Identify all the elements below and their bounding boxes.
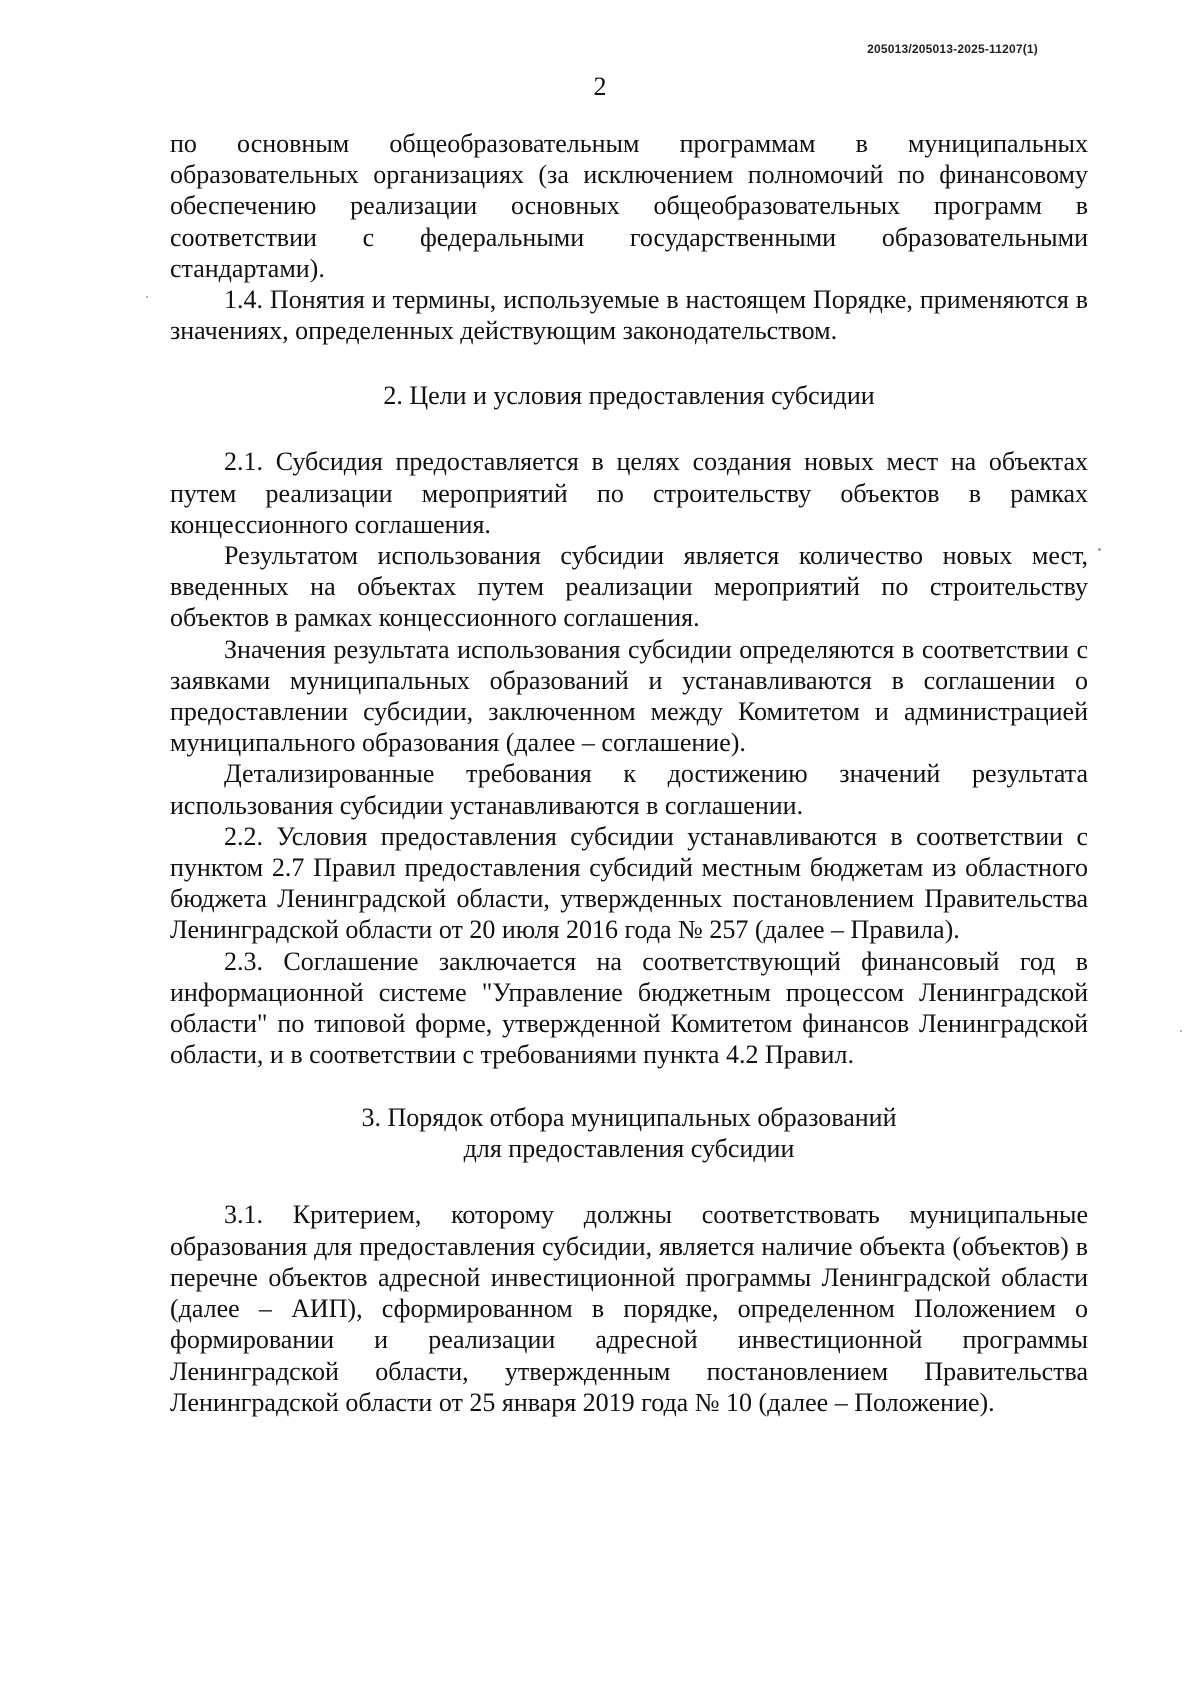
paragraph-result: Результатом использования субсидии является количество новых мест, введенных на объектах путем реализации мероприятий по строительству объектов в рамках концессионного соглашения. bbox=[170, 541, 1088, 633]
section-3-heading bbox=[170, 1102, 1088, 1164]
document-id: 205013/205013-2025-11207(1) bbox=[867, 42, 1038, 56]
section-3-heading-line-1: 3. Порядок отбора муниципальных образований bbox=[361, 1103, 897, 1133]
paragraph-result-values: Значения результата использования субсидии определяются в соответствии с заявками муниципальных образований и устанавливаются в соглашении о предоставлении субсидии, заключенном между Комитетом и администрацией муниципального образования (далее – соглашение). bbox=[170, 634, 1088, 758]
paragraph-3-1: 3.1. Критерием, которому должны соответствовать муниципальные образования для предоставления субсидии, является наличие объекта (объектов) в перечне объектов адресной инвестиционной программы Ленинградской области (далее – АИП), сформированном в порядке, определенном Положением о формировании и реализации адресной инвестиционной программы Ленинградской области, утвержденным постановлением Правительства Ленинградской области от 25 января 2019 года № 10 (далее – Положение). bbox=[170, 1200, 1088, 1417]
paragraph-2-1: 2.1. Субсидия предоставляется в целях создания новых мест на объектах путем реализации мероприятий по строительству объектов в рамках концессионного соглашения. bbox=[170, 447, 1088, 539]
scan-speck bbox=[1098, 548, 1101, 551]
scan-speck bbox=[146, 296, 148, 298]
scan-speck bbox=[1180, 1030, 1182, 1032]
paragraph-2-3: 2.3. Соглашение заключается на соответствующий финансовый год в информационной системе "Управление бюджетным процессом Ленинградской области" по типовой форме, утвержденной Комитетом финансов Ленинградской области, и в соответствии с требованиями пункта 4.2 Правил. bbox=[170, 946, 1088, 1070]
paragraph-2-2: 2.2. Условия предоставления субсидии устанавливаются в соответствии с пунктом 2.7 Правил предоставления субсидий местным бюджетам из областного бюджета Ленинградской области, утвержденных постановлением Правительства Ленинградской области от 20 июля 2016 года № 257 (далее – Правила). bbox=[170, 821, 1088, 945]
page-number: 2 bbox=[593, 72, 607, 101]
paragraph-continuation: по основным общеобразовательным программам в муниципальных образовательных организациях (за исключением полномочий по финансовому обеспечению реализации основных общеобразовательных программ в соответствии с федеральными государственными образовательными стандартами). bbox=[170, 129, 1088, 283]
paragraph-1-4: 1.4. Понятия и термины, используемые в настоящем Порядке, применяются в значениях, определенных действующим законодательством. bbox=[170, 285, 1088, 346]
section-2-heading: 2. Цели и условия предоставления субсидии bbox=[383, 381, 875, 411]
paragraph-detailed-requirements: Детализированные требования к достижению значений результата использования субсидии устанавливаются в соглашении. bbox=[170, 759, 1088, 820]
section-3-heading-line-2: для предоставления субсидии bbox=[463, 1134, 795, 1164]
document-body bbox=[170, 128, 1088, 1418]
